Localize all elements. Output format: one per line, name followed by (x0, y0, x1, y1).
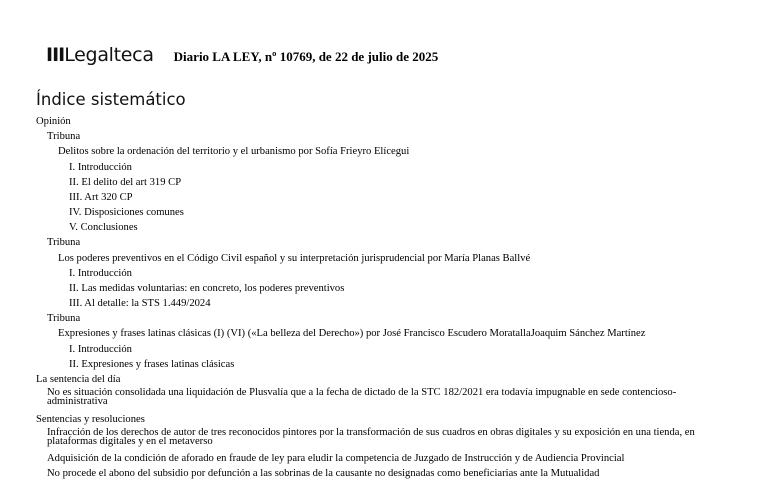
toc-level-3-item[interactable]: V. Conclusiones (69, 222, 138, 233)
toc-level-0-item[interactable]: La sentencia del día (36, 374, 121, 385)
toc-level-1-item[interactable]: Tribuna (47, 131, 81, 142)
toc-level-3-item[interactable]: I. Introducción (69, 268, 132, 279)
logo-text: Legalteca (64, 44, 154, 66)
toc-level-1-item[interactable]: Tribuna (47, 313, 81, 324)
toc-level-1-item[interactable]: No procede el abono del subsidio por defunción a las sobrinas de la causante no designadas como beneficiarias ante la Mutualidad (47, 468, 600, 479)
legalteca-logo[interactable] (46, 44, 154, 66)
document-header (46, 44, 438, 66)
toc-level-3-item[interactable]: III. Art 320 CP (69, 192, 133, 203)
toc-level-3-item[interactable]: I. Introducción (69, 344, 132, 355)
toc-level-2-item[interactable]: Expresiones y frases latinas clásicas (I) (VI) («La belleza del Derecho») por José Francisco Escudero MoratallaJoaquim Sánchez Martínez (58, 328, 646, 339)
toc-level-3-item[interactable]: II. Las medidas voluntarias: en concreto, los poderes preventivos (69, 283, 345, 294)
toc-level-2-item[interactable]: Los poderes preventivos en el Código Civil español y su interpretación jurisprudencial por María Planas Ballvé (58, 253, 531, 264)
toc-level-3-item[interactable]: II. Expresiones y frases latinas clásicas (69, 359, 235, 370)
toc-level-0-item[interactable]: Sentencias y resoluciones (36, 414, 145, 425)
toc-level-1-item[interactable]: No es situación consolidada una liquidación de Plusvalía que a la fecha de dictado de la STC 182/2021 era todavía impugnable en sede contencioso-administrativa (47, 387, 677, 407)
document-title: Diario LA LEY, nº 10769, de 22 de julio de 2025 (173, 49, 439, 64)
toc-level-1-item[interactable]: Infracción de los derechos de autor de tres reconocidos pintores por la transformación de sus cuadros en obras digitales y su exposición en una tienda, en plataformas digitales y en el metaverso (47, 427, 695, 447)
logo-bars: III (46, 44, 65, 66)
toc-level-1-item[interactable]: Adquisición de la condición de aforado en fraude de ley para eludir la competencia de Juzgado de Instrucción y de Audiencia Provincial (47, 453, 625, 464)
toc-level-3-item[interactable]: I. Introducción (69, 162, 132, 173)
toc-level-3-item[interactable]: IV. Disposiciones comunes (69, 207, 184, 218)
toc-level-0-item[interactable]: Opinión (36, 116, 71, 127)
toc-level-3-item[interactable]: II. El delito del art 319 CP (69, 177, 182, 188)
toc-level-2-item[interactable]: Delitos sobre la ordenación del territorio y el urbanismo por Sofía Frieyro Elícegui (58, 146, 410, 157)
toc-level-1-item[interactable]: Tribuna (47, 237, 81, 248)
toc-level-3-item[interactable]: III. Al detalle: la STS 1.449/2024 (69, 298, 211, 309)
index-title: Índice sistemático (36, 90, 186, 109)
